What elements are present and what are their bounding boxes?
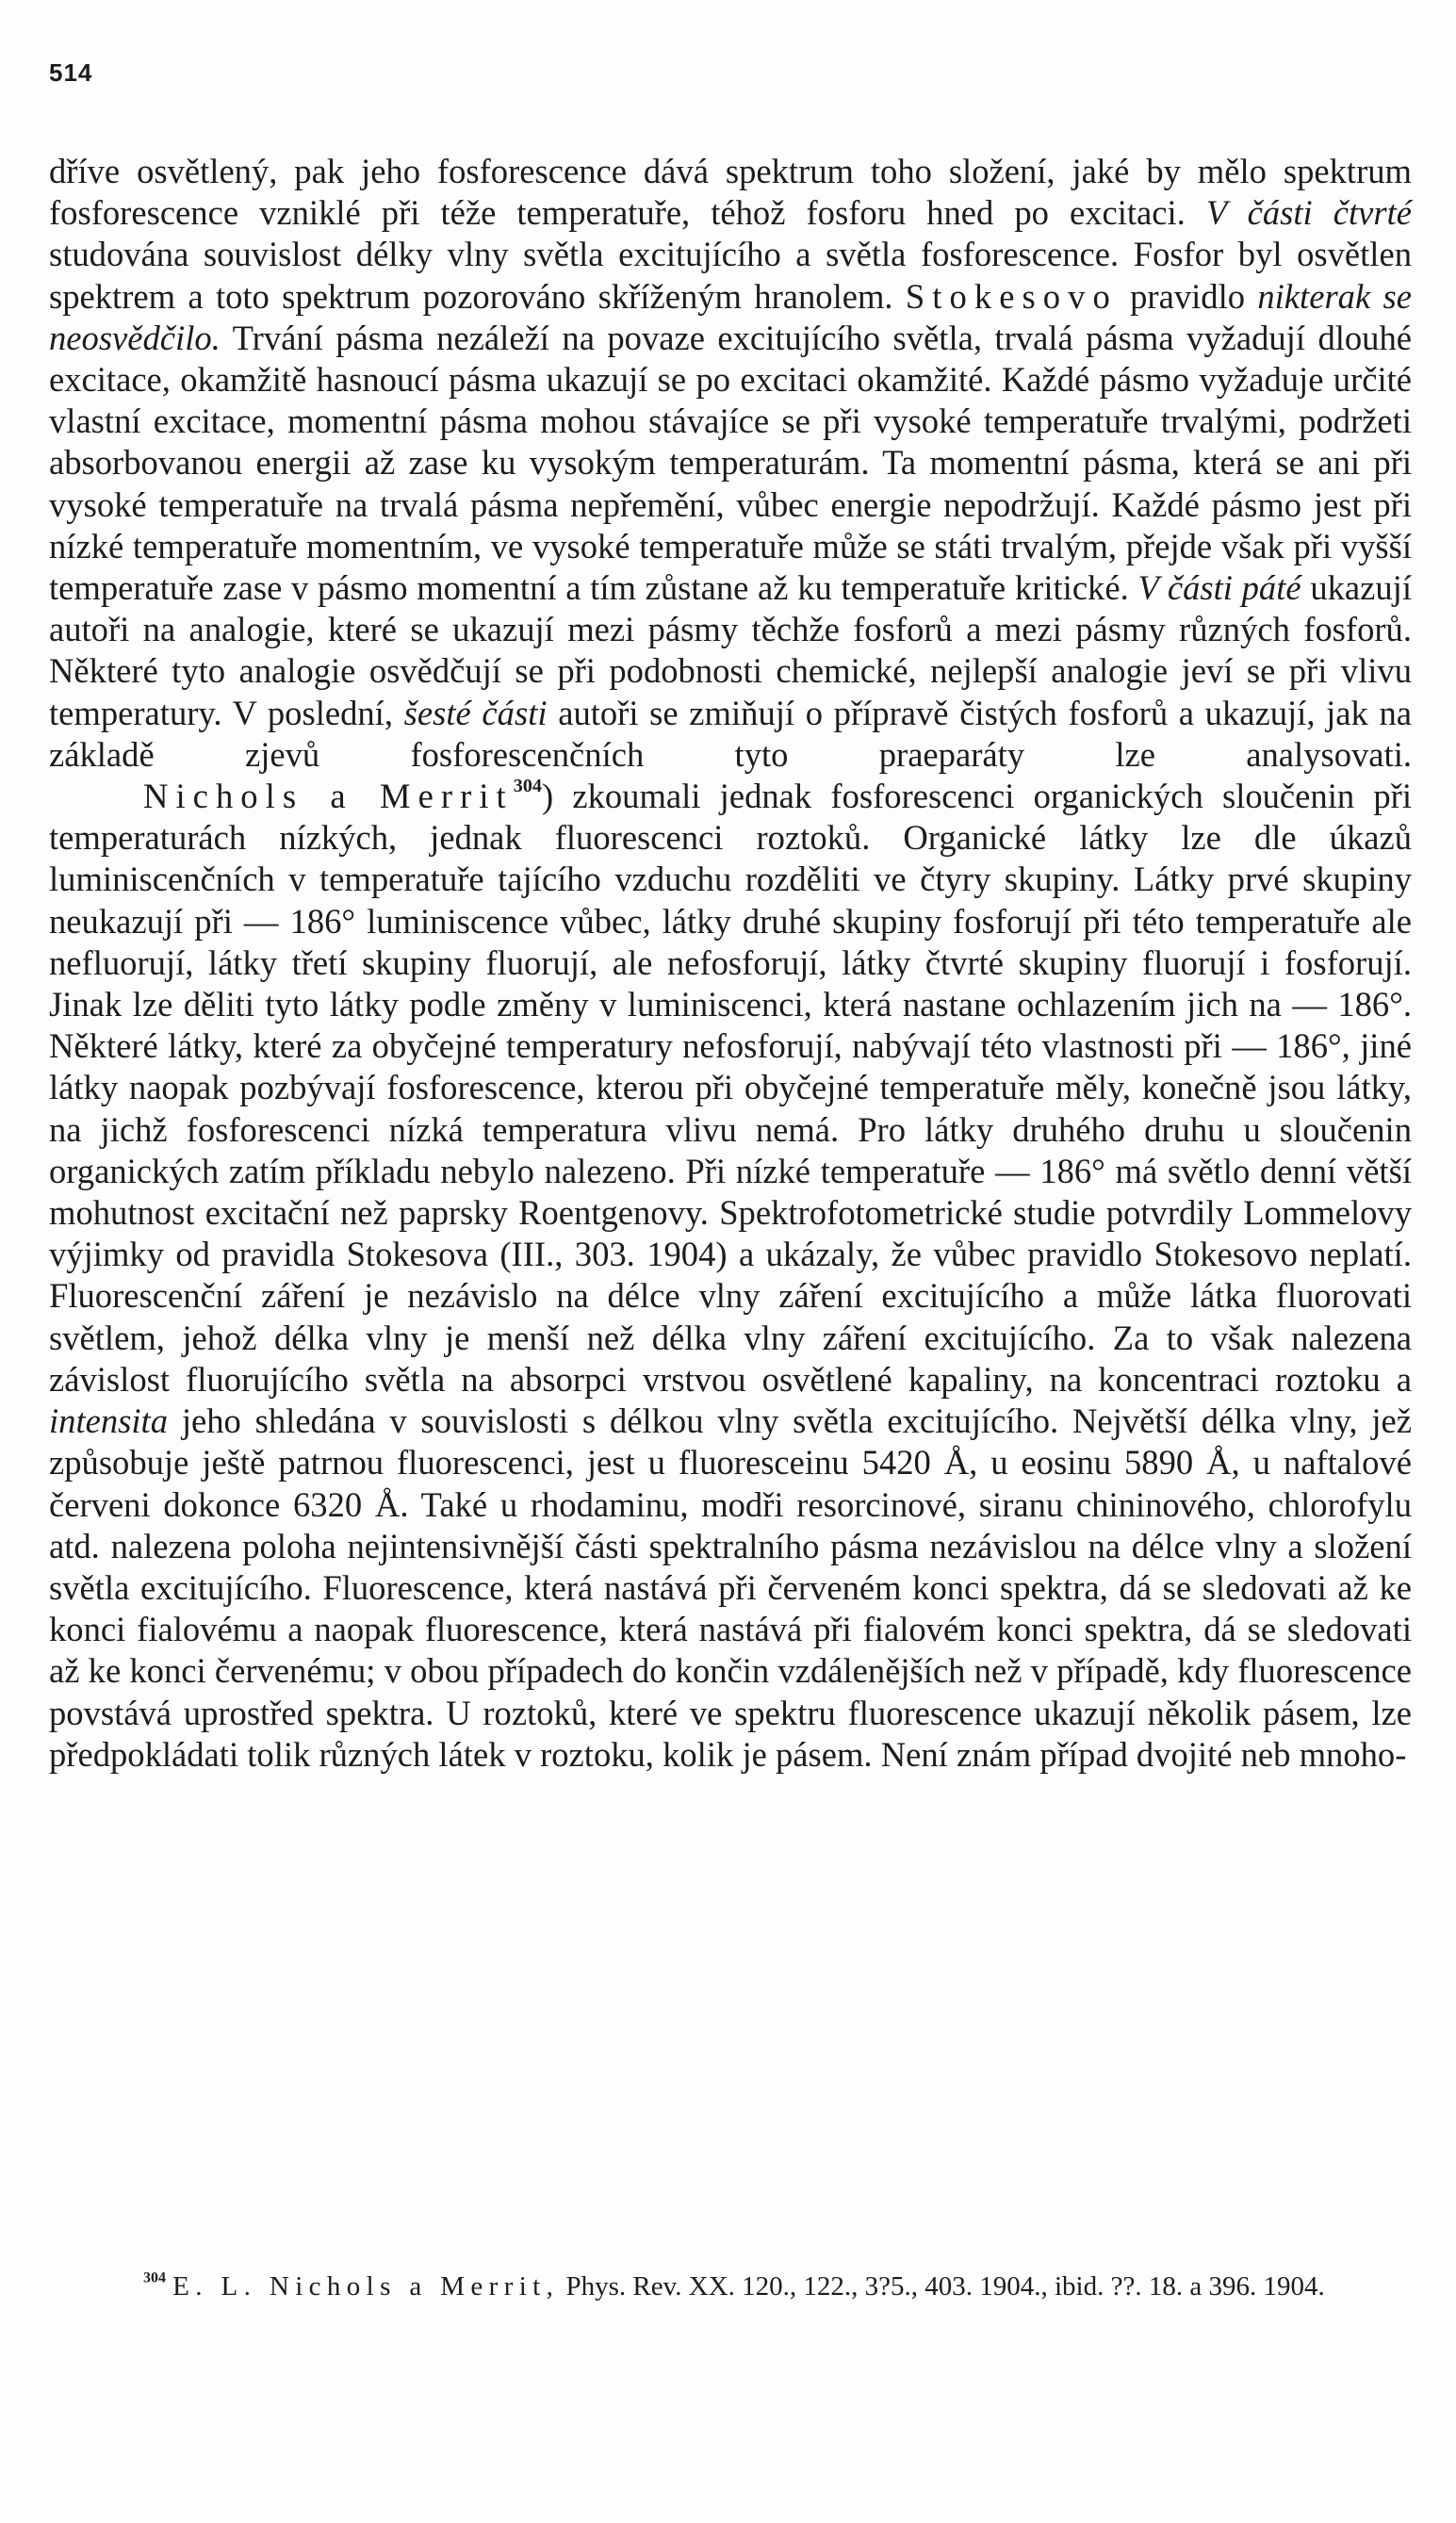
p2-intensity-italic: intensita	[49, 1401, 168, 1441]
p1-part-five-text: ukazují autoři na analogie, které se ukazují mezi pásmy těchže fosforů a mezi pásmy různých fosforů. Některé tyto analogie osvědčují se při podobnosti chemické, nejlepší analogie jeví se při vlivu temperatury. V poslední,	[49, 568, 1412, 732]
paragraph-2	[49, 776, 1412, 1776]
p2-text: ) zkoumali jednak fosforescenci organických sloučenin při temperaturách nízkých, jednak fluorescenci roztoků. Organické látky lze dle úkazů luminiscenčních v temperatuře tajícího vzduchu rozděliti ve čtyry skupiny. Látky prvé skupiny neukazují při — 186° luminiscence vůbec, látky druhé skupiny fosforují při této temperatuře ale nefluorují, látky třetí skupiny fluorují, ale nefosforují, látky čtvrté skupiny fluorují i fosforují. Jinak lze děliti tyto látky podle změny v luminiscenci, která nastane ochlazením jich na — 186°. Některé látky, které za obyčejné temperatury nefosforují, nabývají této vlastnosti při — 186°, jiné látky naopak pozbývají fosforescence, kterou při obyčejné temperatuře měly, konečně jsou látky, na jichž fosforescenci nízká temperatura vlivu nemá. Pro látky druhého druhu u sloučenin organických zatím příkladu nebylo nalezeno. Při nízké temperatuře — 186° má světlo denní větší mohutnost excitační než paprsky Roentgenovy. Spektrofotometrické studie potvrdily Lommelovy výjimky od pravidla Stokesova (III., 303. 1904) a ukázaly, že vůbec pravidlo Stokesovo neplatí. Fluorescenční záření je nezávislo na délce vlny záření excitujícího a může látka fluorovati světlem, jehož délka vlny je menší než délka vlny záření excitujícího. Za to však nalezena závislost fluorujícího světla na absorpci vrstvou osvětlené kapaliny, na koncentraci roztoku a	[49, 777, 1413, 1399]
p1-part-four-italic: V části čtvrté	[1205, 193, 1412, 233]
p1-rule-italic: nikterak se neosvědčilo.	[49, 276, 1412, 357]
p2-authors-spaced: Nichols a Merrit	[143, 777, 514, 816]
p1-part-six-text: autoři se zmiňují o přípravě čistých fosforů a ukazují, jak na základě zjevů fosforescenčních tyto praeparáty lze analysovati.	[49, 693, 1412, 774]
footnote-text: Phys. Rev. XX. 120., 122., 3?5., 403. 1904., ibid. ??. 18. a 396. 1904.	[565, 2271, 1325, 2302]
p1-rule-word: pravidlo	[1130, 276, 1246, 316]
paragraph-1	[49, 151, 1412, 776]
p1-part-five-italic: V části páté	[1137, 568, 1301, 608]
p1-part-six-italic: šesté části	[403, 693, 548, 732]
footnote-reference: 304	[513, 775, 542, 796]
footnote-authors: E. L. Nichols a Merrit,	[172, 2271, 560, 2302]
footnote-number: 304	[143, 2269, 166, 2286]
page-number: 514	[49, 58, 93, 87]
p1-sentence-1: dříve osvětlený, pak jeho fosforescence dává spektrum toho složení, jaké by mělo spektrum fosforescence vzniklé při téže temperatuře, téhož fosforu hned po excitaci.	[49, 152, 1412, 233]
footnote	[49, 2266, 1412, 2307]
p2-text-continued: jeho shledána v souvislosti s délkou vlny světla excitujícího. Největší délka vlny, jež způsobuje ještě patrnou fluorescenci, jest u fluoresceinu 5420 Å, u eosinu 5890 Å, u naftalové červeni dokonce 6320 Å. Také u rhodaminu, modři resorcinové, siranu chininového, chlorofylu atd. nalezena poloha nejintensivnější části spektralního pásma nezávislou na délce vlny a složení světla excitujícího. Fluorescence, která nastává při červeném konci spektra, dá se sledovati až ke konci fialovému a naopak fluorescence, která nastává při fialovém konci spektra, dá se sledovati až ke konci červenému; v obou případech do končin vzdálenějších než v případě, kdy fluorescence povstává uprostřed spektra. U roztoků, které ve spektru fluorescence ukazují několik pásem, lze předpokládati tolik různých látek v roztoku, kolik je pásem. Není znám případ dvojité neb mnoho-	[49, 1401, 1412, 1774]
body-text	[49, 151, 1412, 1776]
p1-bands-text: Trvání pásma nezáleží na povaze excitujícího světla, trvalá pásma vyžadují dlouhé excitace, okamžitě hasnoucí pásma ukazují se po excitaci okamžité. Každé pásmo vyžaduje určité vlastní excitace, momentní pásma mohou stávajíce se při vysoké temperatuře trvalými, podržeti absorbovanou energii až zase ku vysokým temperaturám. Ta momentní pásma, která se ani při vysoké temperatuře na trvalá pásma nepřemění, vůbec energie nepodržují. Každé pásmo jest při nízké temperatuře momentním, ve vysoké temperatuře může se státi trvalým, přejde však při vyšší temperatuře zase v pásmo momentní a tím zůstane až ku temperatuře kritické.	[49, 318, 1412, 608]
p1-part-four-text: studována souvislost délky vlny světla excitujícího a světla fosforescence. Fosfor byl osvětlen spektrem a toto spektrum pozorováno skříženým hranolem.	[49, 235, 1412, 316]
p1-stokes-spaced: Stokesovo	[905, 276, 1118, 316]
